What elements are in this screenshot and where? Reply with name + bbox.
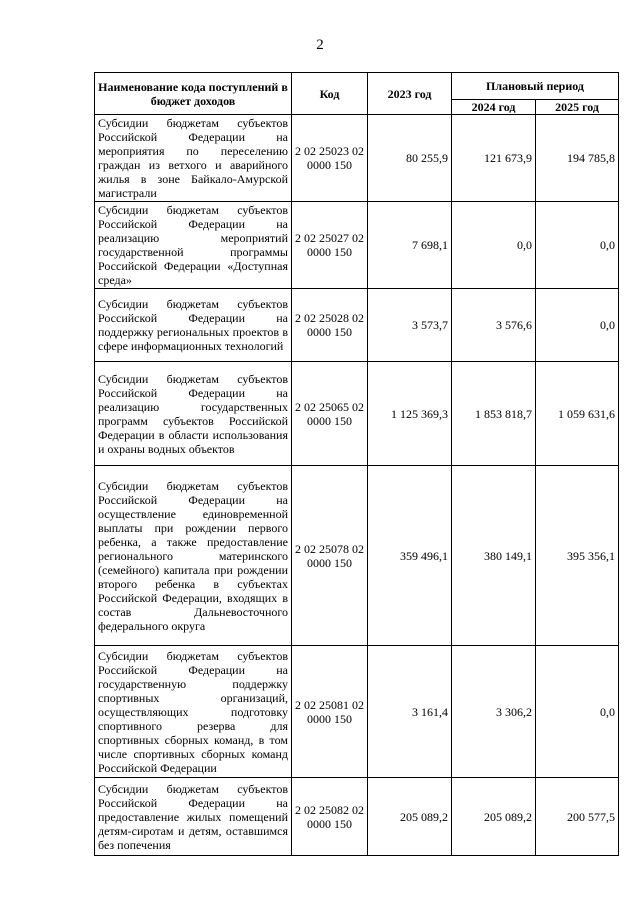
page-number: 2 — [316, 37, 324, 53]
row-2023-value: 3 573,7 — [368, 289, 452, 362]
row-name: Субсидии бюджетам субъектов Российской Федерации на осуществление единовременной выплаты при рождении первого ребенка, а также предоставление регионального материнского (семейного) капитала при рождении второго ребенка в субъектах Российской Федерации, входящих в состав Дальневосточного федерального округа — [95, 466, 292, 646]
row-2023-value: 359 496,1 — [368, 466, 452, 646]
table-row — [95, 289, 619, 362]
header-name: Наименование кода поступлений в бюджет доходов — [95, 73, 292, 115]
row-name: Субсидии бюджетам субъектов Российской Федерации на реализацию мероприятий государственной программы Российской Федерации «Доступная среда» — [95, 202, 292, 289]
header-code: Код — [292, 73, 368, 115]
row-2024-value: 3 306,2 — [452, 646, 536, 778]
row-2024-value: 121 673,9 — [452, 115, 536, 202]
row-name: Субсидии бюджетам субъектов Российской Федерации на реализацию государственных программ субъектов Российской Федерации в области использования и охраны водных объектов — [95, 362, 292, 466]
table-row — [95, 115, 619, 202]
row-2024-value: 3 576,6 — [452, 289, 536, 362]
table-row — [95, 202, 619, 289]
row-2023-value: 205 089,2 — [368, 778, 452, 856]
table-row — [95, 466, 619, 646]
row-name: Субсидии бюджетам субъектов Российской Федерации на мероприятия по переселению граждан из ветхого и аварийного жилья в зоне Байкало-Амурской магистрали — [95, 115, 292, 202]
header-year-2024: 2024 год — [452, 100, 536, 115]
row-code: 2 02 25078 02 0000 150 — [292, 466, 368, 646]
row-2023-value: 80 255,9 — [368, 115, 452, 202]
row-2024-value: 0,0 — [452, 202, 536, 289]
row-code: 2 02 25023 02 0000 150 — [292, 115, 368, 202]
row-code: 2 02 25082 02 0000 150 — [292, 778, 368, 856]
header-year-2025: 2025 год — [536, 100, 619, 115]
header-planned-period: Плановый период — [452, 73, 619, 100]
row-code: 2 02 25028 02 0000 150 — [292, 289, 368, 362]
header-year-2023: 2023 год — [368, 73, 452, 115]
row-2025-value: 0,0 — [536, 646, 619, 778]
table-row — [95, 362, 619, 466]
table-row — [95, 778, 619, 856]
table-row — [95, 646, 619, 778]
row-2024-value: 205 089,2 — [452, 778, 536, 856]
row-name: Субсидии бюджетам субъектов Российской Федерации на государственную поддержку спортивных организаций, осуществляющих подготовку спортивного резерва для спортивных сборных команд, в том числе спортивных сборных команд Российской Федерации — [95, 646, 292, 778]
row-2025-value: 1 059 631,6 — [536, 362, 619, 466]
row-2023-value: 7 698,1 — [368, 202, 452, 289]
row-name: Субсидии бюджетам субъектов Российской Федерации на предоставление жилых помещений детям-сиротам и детям, оставшимся без попечения — [95, 778, 292, 856]
row-2023-value: 1 125 369,3 — [368, 362, 452, 466]
row-2025-value: 200 577,5 — [536, 778, 619, 856]
row-2025-value: 395 356,1 — [536, 466, 619, 646]
row-code: 2 02 25027 02 0000 150 — [292, 202, 368, 289]
row-2023-value: 3 161,4 — [368, 646, 452, 778]
budget-revenue-table — [94, 72, 619, 856]
row-name: Субсидии бюджетам субъектов Российской Федерации на поддержку региональных проектов в сфере информационных технологий — [95, 289, 292, 362]
row-2025-value: 0,0 — [536, 202, 619, 289]
row-code: 2 02 25081 02 0000 150 — [292, 646, 368, 778]
row-code: 2 02 25065 02 0000 150 — [292, 362, 368, 466]
row-2024-value: 1 853 818,7 — [452, 362, 536, 466]
row-2025-value: 194 785,8 — [536, 115, 619, 202]
row-2024-value: 380 149,1 — [452, 466, 536, 646]
row-2025-value: 0,0 — [536, 289, 619, 362]
